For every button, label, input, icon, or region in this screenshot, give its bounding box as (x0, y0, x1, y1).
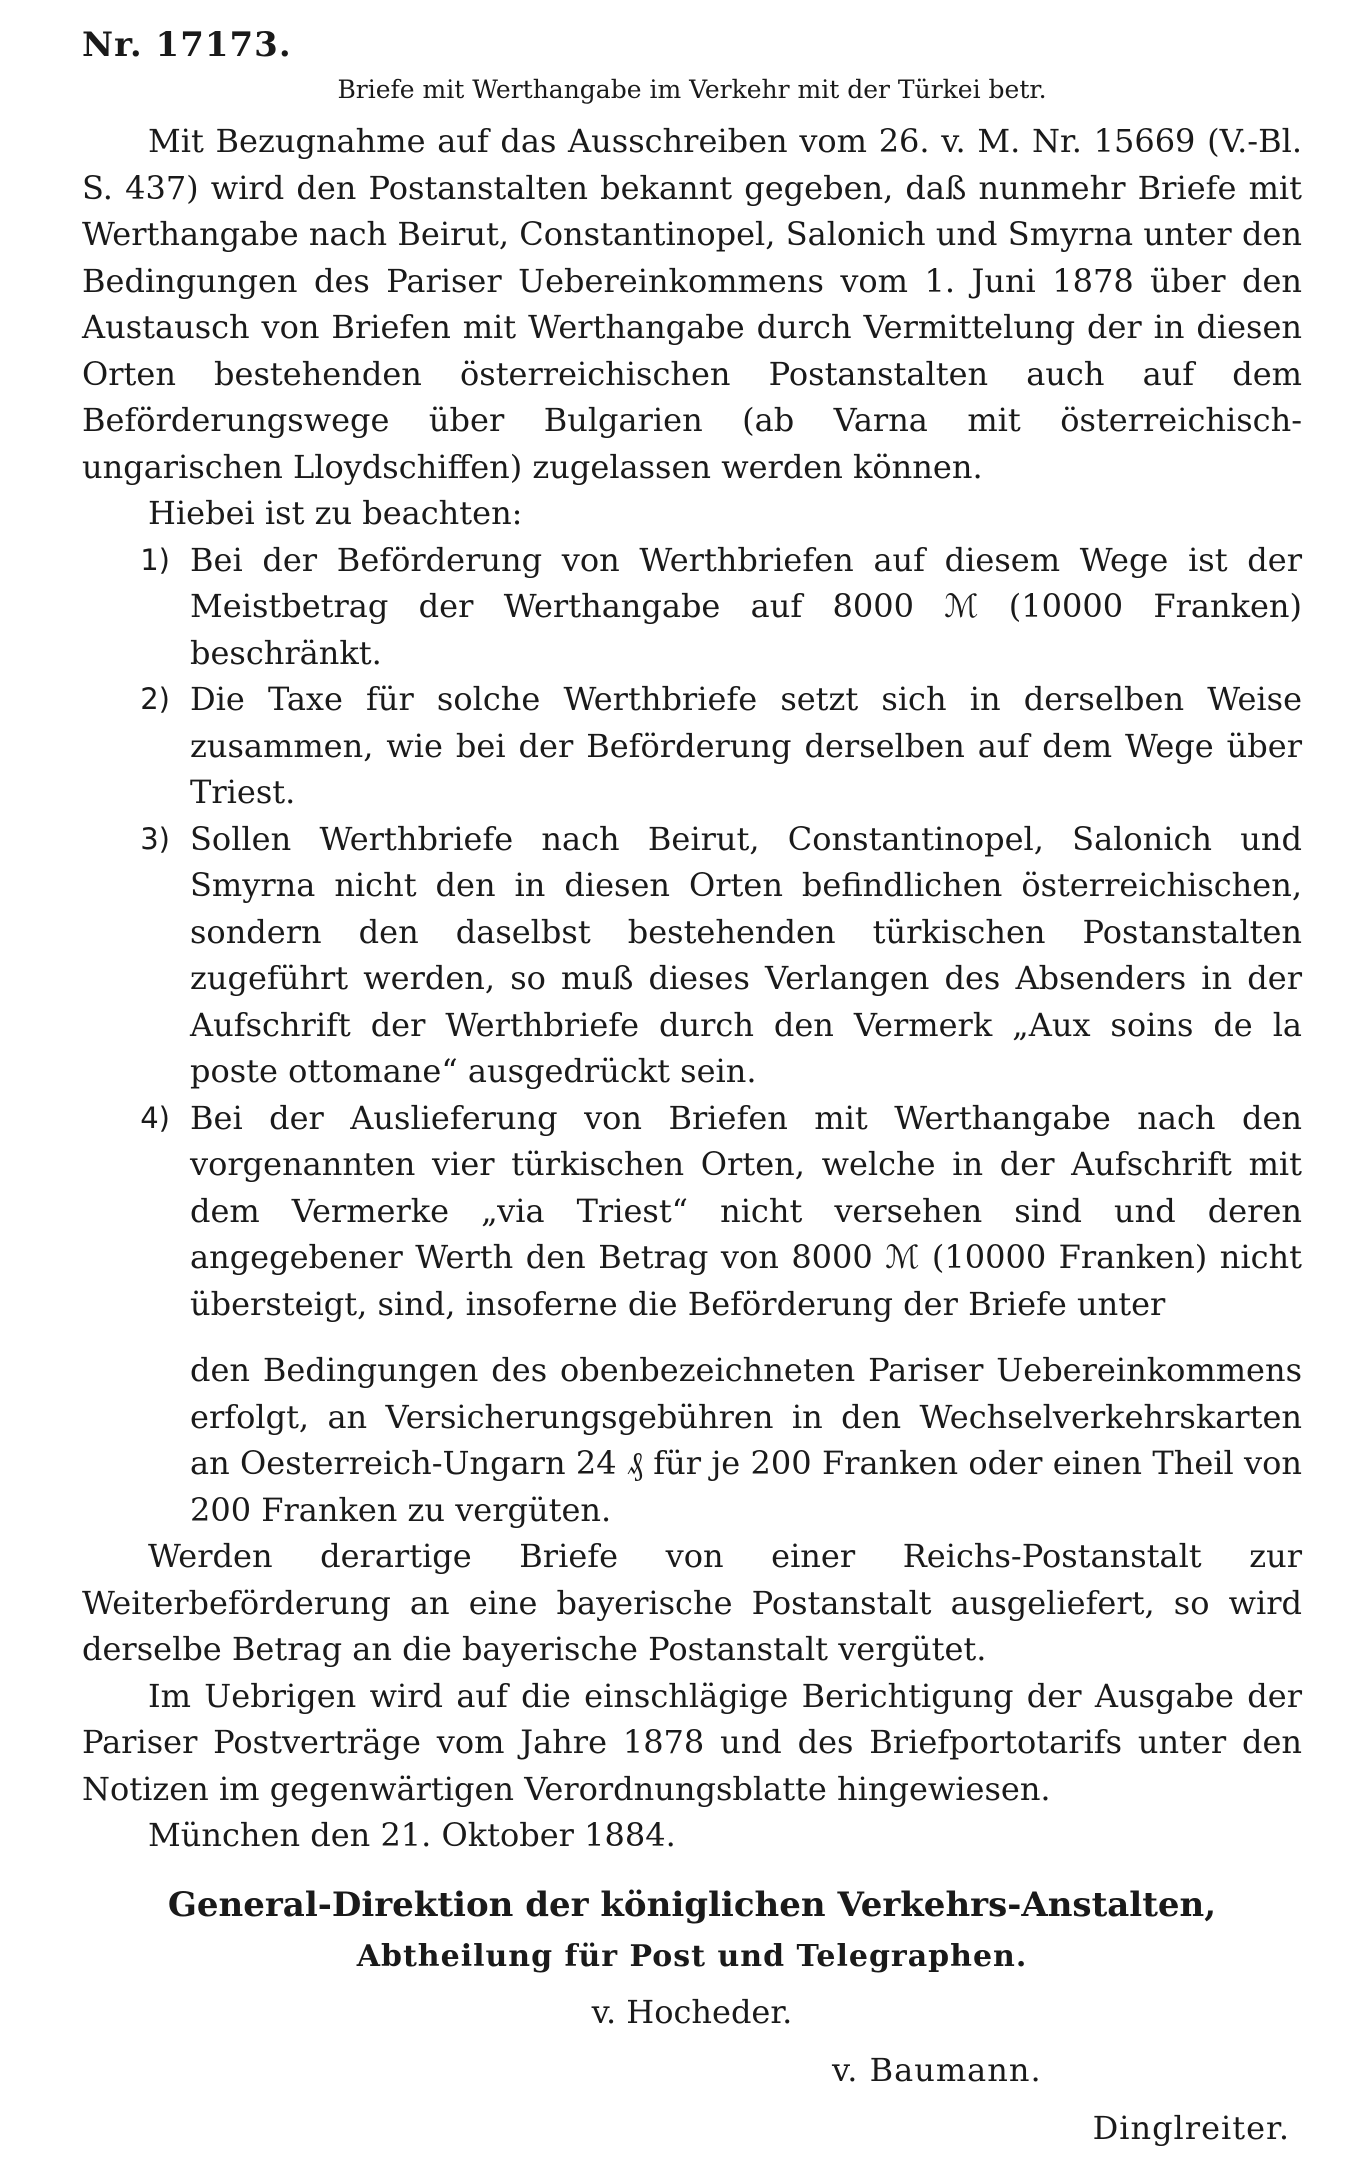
signature-department: Abtheilung für Post und Telegraphen. (356, 1938, 1028, 1974)
list-item-number: 1) (140, 542, 170, 577)
intro-paragraph: Mit Bezugnahme auf das Ausschreiben vom 26. v. M. Nr. 15669 (V.-Bl. S. 437) wird den Postanstalten bekannt gegeben, daß nunmehr Briefe mit Werthangabe nach Beirut, Constantinopel, Salonich und Smyrna unter den Bedingungen des Pariser Uebereinkommens vom 1. Juni 1878 über den Austausch von Briefen mit Werthangabe durch Vermittelung der in diesen Orten bestehenden österreichischen Postanstalten auch auf dem Beförderungswege über Bulgarien (ab Varna mit österreichisch-ungarischen Lloydschiffen) zugelassen werden können. (82, 122, 1302, 486)
list-item-text (190, 1095, 1302, 1534)
list-item (82, 676, 1302, 816)
signature-block (82, 1879, 1302, 2157)
signature-name-hocheder: v. Hocheder. (591, 1992, 793, 2031)
signature-name-dinglreiter: Dinglreiter. (1092, 2108, 1290, 2147)
list-item-text: Die Taxe für solche Werthbriefe setzt sich in derselben Weise zusammen, wie bei der Beförderung derselben auf dem Wege über Triest. (190, 680, 1302, 811)
signature-name-baumann: v. Baumann. (832, 2050, 1042, 2089)
list-item-text-first-part: Bei der Auslieferung von Briefen mit Werthangabe nach den vorgenannten vier türkischen Orten, welche in der Aufschrift mit dem Vermerke „via Triest“ nicht versehen sind und deren angegebener Werth den Betrag von 8000 ℳ (10000 Franken) nicht übersteigt, sind, insoferne die Beförderung der Briefe unter (190, 1098, 1302, 1323)
list-item-number: 4) (140, 1100, 170, 1135)
paragraph-uebrigen: Im Uebrigen wird auf die einschlägige Berichtigung der Ausgabe der Pariser Postverträge vom Jahre 1878 und des Briefportotarifs unter den Notizen im gegenwärtigen Verordnungsblatte hingewiesen. (82, 1676, 1302, 1808)
list-item-number: 3) (140, 821, 170, 856)
list-item (82, 1095, 1302, 1534)
list-item (82, 816, 1302, 1095)
document-subject: Briefe mit Werthangabe im Verkehr mit der Türkei betr. (337, 75, 1047, 104)
document-page (82, 22, 1302, 2157)
list-item-text-continuation: den Bedingungen des obenbezeichneten Pariser Uebereinkommens erfolgt, an Versicherungsgebühren in den Wechselverkehrskarten an Oesterreich-Ungarn 24 ₰ für je 200 Franken oder einen Theil von 200 Franken zu vergüten. (190, 1351, 1302, 1529)
list-item (82, 537, 1302, 677)
list-item-text: Bei der Beförderung von Werthbriefen auf diesem Wege ist der Meistbetrag der Werthangabe auf 8000 ℳ (10000 Franken) beschränkt. (190, 540, 1302, 672)
list-intro: Hiebei ist zu beachten: (148, 494, 523, 532)
signature-authority: General-Direktion der königlichen Verkehrs-Anstalten, (167, 1884, 1217, 1925)
paragraph-reichs-postanstalt: Werden derartige Briefe von einer Reichs-Postanstalt zur Weiterbeförderung an eine bayerische Postanstalt ausgeliefert, so wird derselbe Betrag an die bayerische Postanstalt vergütet. (82, 1537, 1302, 1668)
conditions-list (82, 537, 1302, 1534)
list-item-text: Sollen Werthbriefe nach Beirut, Constantinopel, Salonich und Smyrna nicht den in diesen Orten befindlichen österreichischen, sondern den daselbst bestehenden türkischen Postanstalten zugeführt werden, so muß dieses Verlangen des Absenders in der Aufschrift der Werthbriefe durch den Vermerk „Aux soins de la poste ottomane“ ausgedrückt sein. (190, 819, 1302, 1090)
list-item-number: 2) (140, 682, 170, 716)
document-number: Nr. 17173. (82, 25, 292, 65)
place-date: München den 21. Oktober 1884. (148, 1816, 676, 1854)
